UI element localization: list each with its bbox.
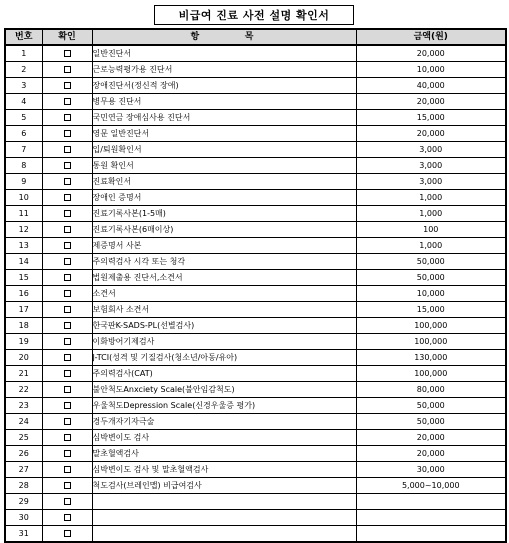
row-confirm-cell bbox=[42, 222, 92, 238]
confirm-checkbox[interactable] bbox=[64, 274, 71, 281]
table-row bbox=[5, 350, 506, 366]
table-row bbox=[5, 126, 506, 142]
row-number: 11 bbox=[5, 206, 42, 222]
row-number: 26 bbox=[5, 446, 42, 462]
confirm-checkbox[interactable] bbox=[64, 354, 71, 361]
confirm-checkbox[interactable] bbox=[64, 418, 71, 425]
header-item bbox=[92, 29, 356, 45]
table-row bbox=[5, 430, 506, 446]
row-item: 장애인 증명서 bbox=[92, 190, 356, 206]
table-row bbox=[5, 190, 506, 206]
row-confirm-cell bbox=[42, 462, 92, 478]
confirm-checkbox[interactable] bbox=[64, 322, 71, 329]
row-item: 주의력검사 시각 또는 청각 bbox=[92, 254, 356, 270]
row-amount: 20,000 bbox=[356, 126, 506, 142]
row-item: 진료기록사본(6매이상) bbox=[92, 222, 356, 238]
row-item: 말초혈액검사 bbox=[92, 446, 356, 462]
row-number: 4 bbox=[5, 94, 42, 110]
confirm-checkbox[interactable] bbox=[64, 338, 71, 345]
row-number: 5 bbox=[5, 110, 42, 126]
row-number: 22 bbox=[5, 382, 42, 398]
row-item: 진료기록사본(1-5매) bbox=[92, 206, 356, 222]
row-confirm-cell bbox=[42, 350, 92, 366]
row-item: 소견서 bbox=[92, 286, 356, 302]
confirm-checkbox[interactable] bbox=[64, 98, 71, 105]
row-item: 입/퇴원확인서 bbox=[92, 142, 356, 158]
row-confirm-cell bbox=[42, 366, 92, 382]
row-item: 한국판K-SADS-PL(선별검사) bbox=[92, 318, 356, 334]
table-row bbox=[5, 478, 506, 494]
confirm-checkbox[interactable] bbox=[64, 258, 71, 265]
table-row bbox=[5, 78, 506, 94]
table-row bbox=[5, 334, 506, 350]
row-amount: 10,000 bbox=[356, 62, 506, 78]
row-number: 3 bbox=[5, 78, 42, 94]
row-confirm-cell bbox=[42, 190, 92, 206]
row-item: 불안척도Anxciety Scale(불안임감척도) bbox=[92, 382, 356, 398]
row-amount: 3,000 bbox=[356, 158, 506, 174]
table-row bbox=[5, 414, 506, 430]
header-item-part1: 항 bbox=[190, 32, 200, 42]
confirm-checkbox[interactable] bbox=[64, 514, 71, 521]
table-row bbox=[5, 462, 506, 478]
row-confirm-cell bbox=[42, 510, 92, 526]
confirm-checkbox[interactable] bbox=[64, 434, 71, 441]
row-confirm-cell bbox=[42, 446, 92, 462]
row-confirm-cell bbox=[42, 414, 92, 430]
row-item: 제증명서 사본 bbox=[92, 238, 356, 254]
row-confirm-cell bbox=[42, 494, 92, 510]
row-amount: 50,000 bbox=[356, 398, 506, 414]
row-number: 24 bbox=[5, 414, 42, 430]
table-row bbox=[5, 174, 506, 190]
confirm-checkbox[interactable] bbox=[64, 130, 71, 137]
row-item: 심박변이도 검사 및 말초혈액검사 bbox=[92, 462, 356, 478]
confirm-checkbox[interactable] bbox=[64, 466, 71, 473]
row-confirm-cell bbox=[42, 62, 92, 78]
row-amount: 3,000 bbox=[356, 174, 506, 190]
row-item: 병무용 진단서 bbox=[92, 94, 356, 110]
row-number: 10 bbox=[5, 190, 42, 206]
table-row bbox=[5, 366, 506, 382]
confirm-checkbox[interactable] bbox=[64, 226, 71, 233]
row-confirm-cell bbox=[42, 142, 92, 158]
row-amount bbox=[356, 510, 506, 526]
row-amount: 80,000 bbox=[356, 382, 506, 398]
table-row bbox=[5, 446, 506, 462]
row-item: 영문 일반진단서 bbox=[92, 126, 356, 142]
row-number: 7 bbox=[5, 142, 42, 158]
table-row bbox=[5, 318, 506, 334]
row-item: 진료확인서 bbox=[92, 174, 356, 190]
row-amount: 20,000 bbox=[356, 45, 506, 62]
row-amount: 1,000 bbox=[356, 190, 506, 206]
row-confirm-cell bbox=[42, 334, 92, 350]
row-amount: 30,000 bbox=[356, 462, 506, 478]
row-number: 15 bbox=[5, 270, 42, 286]
table-row bbox=[5, 382, 506, 398]
confirm-checkbox[interactable] bbox=[64, 530, 71, 537]
table-row bbox=[5, 254, 506, 270]
confirm-checkbox[interactable] bbox=[64, 146, 71, 153]
table-row bbox=[5, 302, 506, 318]
row-amount: 3,000 bbox=[356, 142, 506, 158]
row-number: 14 bbox=[5, 254, 42, 270]
row-number: 16 bbox=[5, 286, 42, 302]
row-confirm-cell bbox=[42, 318, 92, 334]
confirm-checkbox[interactable] bbox=[64, 210, 71, 217]
row-confirm-cell bbox=[42, 398, 92, 414]
table-row bbox=[5, 270, 506, 286]
row-amount: 15,000 bbox=[356, 302, 506, 318]
row-item: 국민연금 장애심사용 진단서 bbox=[92, 110, 356, 126]
table-row bbox=[5, 494, 506, 510]
confirm-checkbox[interactable] bbox=[64, 498, 71, 505]
row-number: 25 bbox=[5, 430, 42, 446]
row-amount: 20,000 bbox=[356, 430, 506, 446]
row-number: 27 bbox=[5, 462, 42, 478]
row-amount: 10,000 bbox=[356, 286, 506, 302]
row-confirm-cell bbox=[42, 254, 92, 270]
row-number: 13 bbox=[5, 238, 42, 254]
row-number: 8 bbox=[5, 158, 42, 174]
row-confirm-cell bbox=[42, 238, 92, 254]
row-confirm-cell bbox=[42, 94, 92, 110]
table-row bbox=[5, 286, 506, 302]
confirm-checkbox[interactable] bbox=[64, 242, 71, 249]
row-item: 이화방어기제검사 bbox=[92, 334, 356, 350]
row-number: 23 bbox=[5, 398, 42, 414]
header-confirm: 확인 bbox=[42, 29, 92, 45]
row-amount: 100,000 bbox=[356, 334, 506, 350]
row-confirm-cell bbox=[42, 286, 92, 302]
row-number: 21 bbox=[5, 366, 42, 382]
row-amount: 20,000 bbox=[356, 446, 506, 462]
confirm-checkbox[interactable] bbox=[64, 290, 71, 297]
row-item: 심박변이도 검사 bbox=[92, 430, 356, 446]
row-confirm-cell bbox=[42, 430, 92, 446]
row-item: 주의력검사(CAT) bbox=[92, 366, 356, 382]
form-title: 비급여 진료 사전 설명 확인서 bbox=[154, 5, 354, 25]
row-number: 20 bbox=[5, 350, 42, 366]
row-amount: 20,000 bbox=[356, 94, 506, 110]
row-amount: 50,000 bbox=[356, 270, 506, 286]
row-confirm-cell bbox=[42, 478, 92, 494]
fee-table bbox=[4, 28, 507, 543]
row-item bbox=[92, 510, 356, 526]
row-amount: 40,000 bbox=[356, 78, 506, 94]
table-row bbox=[5, 206, 506, 222]
row-item: 우울척도Depression Scale(신경우울증 평가) bbox=[92, 398, 356, 414]
row-number: 30 bbox=[5, 510, 42, 526]
row-item bbox=[92, 494, 356, 510]
row-item: J-TCI(성격 및 기질검사(청소년/아동/유아) bbox=[92, 350, 356, 366]
row-amount: 130,000 bbox=[356, 350, 506, 366]
row-amount: 100 bbox=[356, 222, 506, 238]
row-confirm-cell bbox=[42, 158, 92, 174]
header-number: 번호 bbox=[5, 29, 42, 45]
row-confirm-cell bbox=[42, 45, 92, 62]
row-item: 경두개자기자극술 bbox=[92, 414, 356, 430]
row-item: 보험회사 소견서 bbox=[92, 302, 356, 318]
table-row bbox=[5, 158, 506, 174]
confirm-checkbox[interactable] bbox=[64, 194, 71, 201]
row-confirm-cell bbox=[42, 302, 92, 318]
row-number: 29 bbox=[5, 494, 42, 510]
row-item: 법원제출용 진단서,소견서 bbox=[92, 270, 356, 286]
confirm-checkbox[interactable] bbox=[64, 402, 71, 409]
table-row bbox=[5, 94, 506, 110]
confirm-checkbox[interactable] bbox=[64, 50, 71, 57]
table-row bbox=[5, 142, 506, 158]
row-item: 근로능력평가용 진단서 bbox=[92, 62, 356, 78]
row-amount: 50,000 bbox=[356, 414, 506, 430]
row-amount: 100,000 bbox=[356, 318, 506, 334]
row-number: 12 bbox=[5, 222, 42, 238]
row-confirm-cell bbox=[42, 206, 92, 222]
header-amount: 금액(원) bbox=[356, 29, 506, 45]
table-row bbox=[5, 510, 506, 526]
row-amount: 5,000~10,000 bbox=[356, 478, 506, 494]
table-header-row bbox=[5, 29, 506, 45]
row-number: 28 bbox=[5, 478, 42, 494]
confirm-checkbox[interactable] bbox=[64, 82, 71, 89]
row-amount bbox=[356, 494, 506, 510]
table-row bbox=[5, 110, 506, 126]
confirm-checkbox[interactable] bbox=[64, 66, 71, 73]
row-confirm-cell bbox=[42, 174, 92, 190]
row-item: 통원 확인서 bbox=[92, 158, 356, 174]
confirm-checkbox[interactable] bbox=[64, 482, 71, 489]
row-number: 18 bbox=[5, 318, 42, 334]
row-confirm-cell bbox=[42, 110, 92, 126]
row-item: 장애진단서(정신적 장애) bbox=[92, 78, 356, 94]
row-number: 19 bbox=[5, 334, 42, 350]
row-number: 17 bbox=[5, 302, 42, 318]
row-number: 6 bbox=[5, 126, 42, 142]
confirm-checkbox[interactable] bbox=[64, 306, 71, 313]
row-number: 2 bbox=[5, 62, 42, 78]
table-row bbox=[5, 62, 506, 78]
table-row bbox=[5, 238, 506, 254]
row-item: 일반진단서 bbox=[92, 45, 356, 62]
row-confirm-cell bbox=[42, 270, 92, 286]
row-confirm-cell bbox=[42, 126, 92, 142]
header-item-part2: 목 bbox=[244, 32, 254, 42]
confirm-checkbox[interactable] bbox=[64, 114, 71, 121]
row-confirm-cell bbox=[42, 78, 92, 94]
row-item: 척도검사(브레인맵) 비급여검사 bbox=[92, 478, 356, 494]
row-number: 9 bbox=[5, 174, 42, 190]
row-amount: 15,000 bbox=[356, 110, 506, 126]
table-row bbox=[5, 222, 506, 238]
confirm-checkbox[interactable] bbox=[64, 386, 71, 393]
table-row bbox=[5, 398, 506, 414]
row-number: 1 bbox=[5, 45, 42, 62]
row-amount: 1,000 bbox=[356, 238, 506, 254]
row-number: 31 bbox=[5, 526, 42, 543]
confirm-checkbox[interactable] bbox=[64, 162, 71, 169]
row-confirm-cell bbox=[42, 382, 92, 398]
row-amount: 100,000 bbox=[356, 366, 506, 382]
confirm-checkbox[interactable] bbox=[64, 370, 71, 377]
table-row bbox=[5, 45, 506, 62]
confirm-checkbox[interactable] bbox=[64, 178, 71, 185]
row-amount: 50,000 bbox=[356, 254, 506, 270]
confirm-checkbox[interactable] bbox=[64, 450, 71, 457]
row-amount: 1,000 bbox=[356, 206, 506, 222]
